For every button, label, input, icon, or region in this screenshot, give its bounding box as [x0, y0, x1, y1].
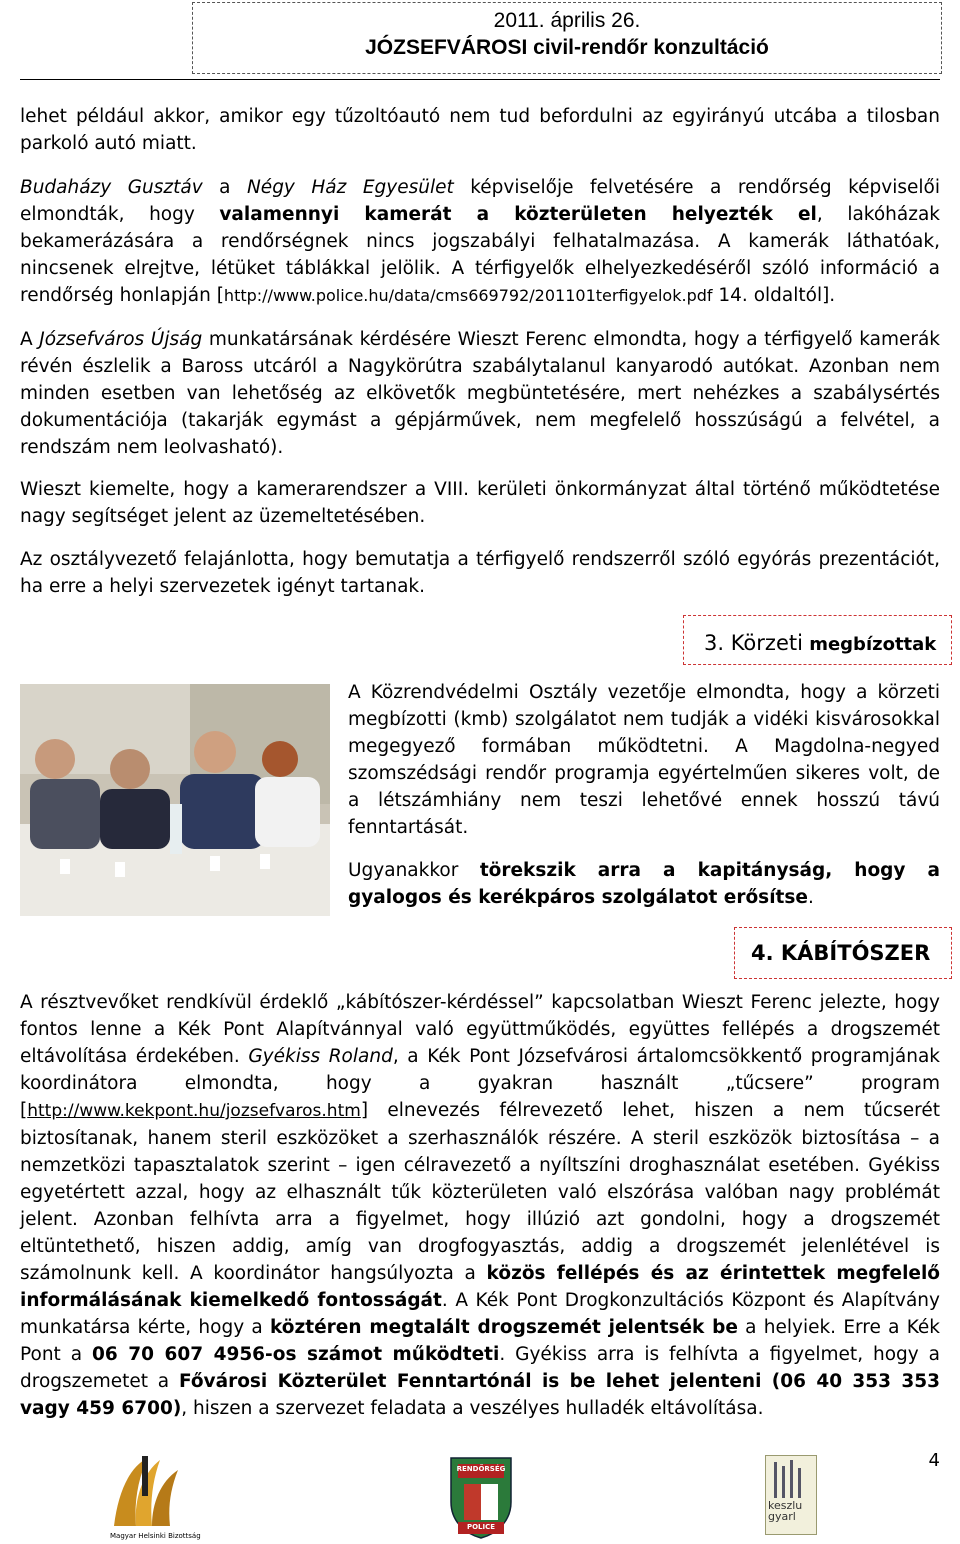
- helsinki-committee-logo: [108, 1452, 188, 1530]
- header-rule: [20, 79, 940, 80]
- bold-text: törekszik arra a kapitányság, hogy a gyalogos és kerékpáros szolgálatot erősítse: [348, 860, 941, 908]
- police-logo-top-text: RENDŐRSÉG: [456, 1465, 506, 1473]
- text: Wieszt kiemelte, hogy a kamerarendszer a VIII. kerületi önkormányzat által történő működtetése nagy segítséget jelent az üzemeltetésében.: [20, 479, 940, 527]
- paragraph-journal: [20, 326, 940, 461]
- section-title-bold: 4. KÁBÍTÓSZER: [751, 941, 931, 965]
- paragraph-kmb: [348, 679, 940, 841]
- person-name: Gyékiss Roland: [248, 1046, 393, 1067]
- org-name: Négy Ház Egyesület: [246, 177, 454, 198]
- paragraph-fire-truck: [20, 103, 940, 157]
- text: A: [20, 329, 40, 350]
- police-logo-bottom-text: POLICE: [466, 1523, 496, 1531]
- section3-title: [704, 631, 936, 655]
- text: .: [807, 887, 814, 908]
- person-name: Budaházy Gusztáv: [20, 177, 203, 198]
- keszlu-logo-text: keszlu gyarl: [768, 1499, 803, 1523]
- paragraph-text: lehet például akkor, amikor egy tűzoltóautó nem tud befordulni az egyirányú utcába a tilosban parkoló autó miatt.: [20, 106, 940, 154]
- text: A résztvevőket rendkívül érdeklő „kábítószer-kérdéssel” kapcsolatban Wieszt Ferenc jelezte, hogy fontos lenne a Kék Pont Alapítvánnyal való együttműködés, együttes fellépés a drogszemét eltávolítása érdekében.: [20, 992, 940, 1067]
- header-title: JÓZSEFVÁROSI civil-rendőr konzultáció: [365, 36, 769, 59]
- page-number: 4: [928, 1450, 940, 1471]
- kekpont-link[interactable]: http://www.kekpont.hu/jozsefvaros.htm: [27, 1101, 361, 1121]
- paragraph-wieszt: [20, 476, 940, 530]
- text: , hiszen a szervezet feladata a veszélyes hulladék eltávolítása.: [181, 1398, 764, 1419]
- section4-title: [751, 941, 930, 965]
- header-box: [192, 2, 942, 74]
- police-link[interactable]: http://www.police.hu/data/cms669792/201101terfigyelok.pdf: [223, 286, 713, 305]
- newspaper-name: Józsefváros Újság: [39, 329, 203, 350]
- text: 14. oldaltól].: [712, 285, 836, 306]
- text: képviselője felvetésére a rendőrség képviselői elmondták, hogy: [20, 177, 940, 225]
- paragraph-cameras: [20, 174, 940, 309]
- text: Az osztályvezető felajánlotta, hogy bemutatja a térfigyelő rendszerről szóló egyórás prezentációt, ha erre a helyi szervezetek igényt tartanak.: [20, 549, 940, 597]
- keszlu-gyarl-logo: [765, 1455, 817, 1535]
- bold-text: köztéren megtalált drogszemét jelentsék be: [270, 1317, 738, 1338]
- paragraph-presentation: [20, 546, 940, 600]
- text: munkatársának kérdésére Wieszt Ferenc elmondta, hogy a térfigyelő kamerák révén észlelik a Baross utcáról a Nagykörútra szabálytalanul kanyarodó autókat. Azonban nem minden esetben van lehetőség az elkövetők megbüntetésére, mert nehézkes a szabálysértés dokumentációja (takarják egymást a gépjárművek, nem megfelelő hosszúságú a felvétel, a rendszám nem leolvasható).: [20, 329, 941, 458]
- meeting-photo: [20, 684, 330, 916]
- text: a: [202, 177, 247, 198]
- text: , lakóházak bekamerázására a rendőrségnek nincs jogszabályi felhatalmazása. A kamerák láthatóak, nincsenek elrejtve, létüket táblákkal jelölik. A térfigyelők elhelyezkedéséről szóló információ a rendőrség honlapján [: [20, 204, 941, 306]
- bold-text: Fővárosi Közterület Fenntartónál is be lehet jelenteni (06 40 353 353 vagy 459 6700): [20, 1371, 940, 1419]
- bold-text: 06 70 607 4956-os számot működteti: [92, 1344, 500, 1365]
- bold-text: közös fellépés és az érintettek megfelelő informálásának kiemelkedő fontosságát: [20, 1263, 941, 1311]
- text: . A Kék Pont Drogkonzultációs Központ és Alapítvány munkatársa kérte, hogy a: [20, 1290, 940, 1338]
- text: a helyiek. Erre a Kék Pont a: [20, 1317, 941, 1365]
- section-title-bold: megbízottak: [802, 634, 937, 655]
- text: Ugyanakkor: [348, 860, 480, 881]
- text: . Gyékiss arra is felhívta a figyelmet, hogy a drogszemetet a: [20, 1344, 940, 1392]
- paragraph-drugs: [20, 989, 940, 1422]
- helsinki-caption: Magyar Helsinki Bizottság: [110, 1532, 201, 1540]
- police-logo: [446, 1452, 516, 1540]
- section-number: 3. Körzeti: [704, 631, 803, 655]
- text: ] elnevezés félrevezető lehet, hiszen a nem tűcserét biztosítanak, hanem steril eszközöket a szerhasználók részére. A steril eszközök biztosítása – a nemzetközi tapasztalatok szerint – igen célravezető a nyíltszíni droghasználat esetében. Gyékiss egyetértett azzal, hogy az elhasznált tűk közterületen való elszórása valóban nagy problémát jelent. Azonban felhívta arra a figyelmet, hogy illúzió azt gondolni, hogy a drogszemét eltüntethető, hiszen addig, amíg van drogfogyasztás, addig a drogszemét jelenlétével is számolnunk kell. A koordinátor hangsúlyozta a: [20, 1100, 940, 1284]
- text: , a Kék Pont Józsefvárosi ártalomcsökkentő programjának koordinátora elmondta, hogy a gyakran használt „tűcsere” program [: [20, 1046, 940, 1121]
- header-date: 2011. április 26.: [493, 9, 641, 32]
- text: A Közrendvédelmi Osztály vezetője elmondta, hogy a körzeti megbízotti (kmb) szolgálatot nem tudják a vidéki kisvárosokkal megegyező formában működtetni. A Magdolna-negyed szomszédsági rendőr programja egyértelműen sikeres volt, de a létszámhiány nem teszi lehetővé ennek hosszú távú fenntartását.: [348, 682, 940, 838]
- paragraph-patrol: [348, 857, 940, 911]
- bold-text: valamennyi kamerát a közterületen helyezték el: [219, 204, 817, 225]
